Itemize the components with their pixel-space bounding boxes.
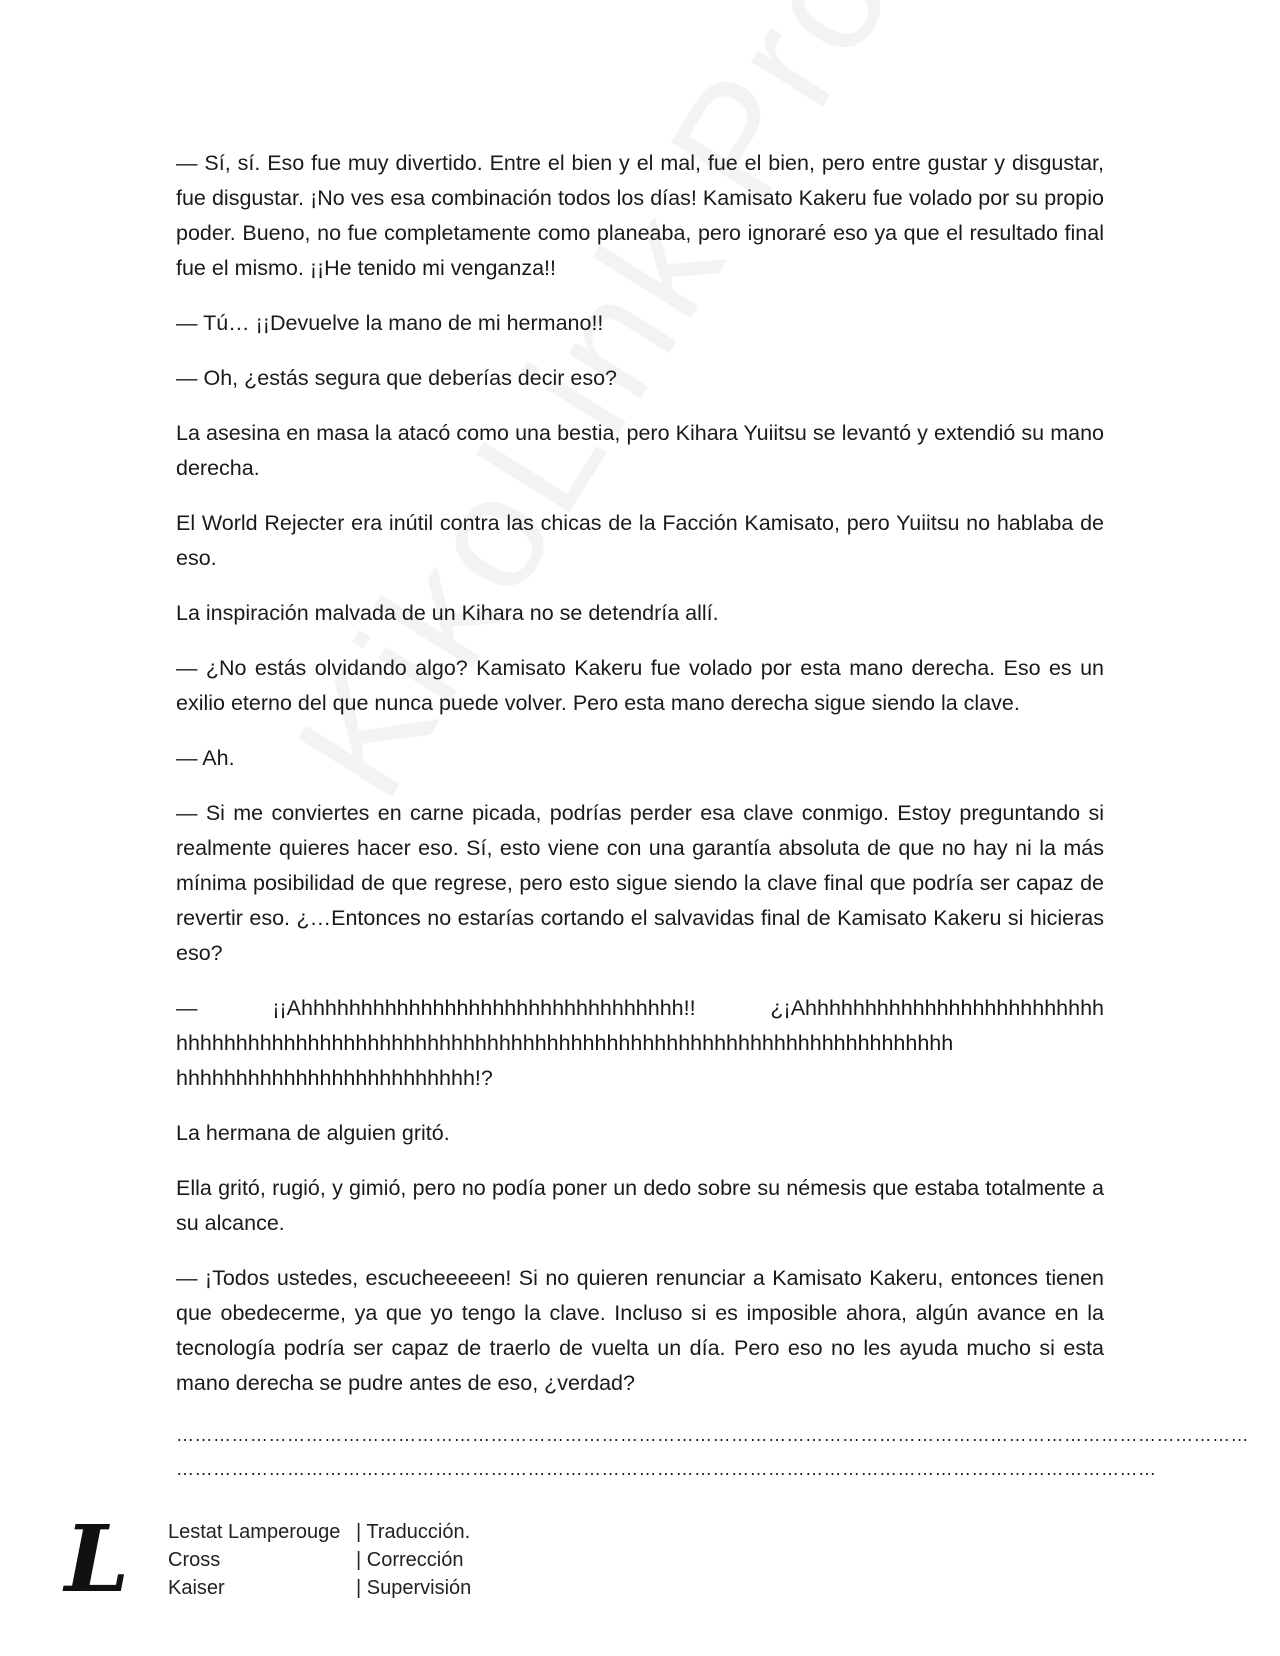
paragraph-4: La asesina en masa la atacó como una bestia, pero Kihara Yuiitsu se levantó y extendió su mano derecha.	[176, 421, 1104, 480]
credit-row	[168, 1518, 471, 1546]
paragraph-12: Ella gritó, rugió, y gimió, pero no podía poner un dedo sobre su némesis que estaba totalmente a su alcance.	[176, 1176, 1104, 1235]
paragraph-13: — ¡Todos ustedes, escucheeeeen! Si no quieren renunciar a Kamisato Kakeru, entonces tienen que obedecerme, ya que yo tengo la clave. Incluso si es imposible ahora, algún avance en la tecnología podría ser capaz de traerlo de vuelta un día. Pero eso no les ayuda mucho si esta mano derecha se pudre antes de eso, ¿verdad?	[176, 1266, 1104, 1395]
dotted-separator-2: ……………………………………………………………………………………………………………………………………………	[176, 1459, 1157, 1479]
document-body	[176, 146, 1249, 1483]
paragraph-3: — Oh, ¿estás segura que deberías decir eso?	[176, 366, 617, 390]
credit-row	[168, 1574, 471, 1602]
paragraph-2: — Tú… ¡¡Devuelve la mano de mi hermano!!	[176, 311, 604, 335]
credit-name: Lestat Lamperouge	[168, 1521, 341, 1543]
paragraph-8: — Ah.	[176, 746, 235, 770]
paragraph-1: — Sí, sí. Eso fue muy divertido. Entre el bien y el mal, fue el bien, pero entre gustar y disgustar, fue disgustar. ¡No ves esa combinación todos los días! Kamisato Kakeru fue volado por su propio poder. Bueno, no fue completamente como planeaba, pero ignoraré eso ya que el resultado final fue el mismo. ¡¡He tenido mi venganza!!	[176, 151, 1104, 280]
paragraph-9: — Si me conviertes en carne picada, podrías perder esa clave conmigo. Estoy preguntando si realmente quieres hacer eso. Sí, esto viene con una garantía absoluta de que no hay ni la más mínima posibilidad de que regrese, pero esto sigue siendo la clave final que podría ser capaz de revertir eso. ¿…Entonces no estarías cortando el salvavidas final de Kamisato Kakeru si hicieras eso?	[176, 801, 1104, 965]
dotted-separator-1: …………………………………………………………………………………………………………………………………………………………	[176, 1425, 1249, 1445]
credit-role: | Traducción.	[356, 1521, 471, 1543]
credit-role: | Corrección	[356, 1549, 464, 1571]
paragraph-5: El World Rejecter era inútil contra las chicas de la Facción Kamisato, pero Yuiitsu no hablaba de eso.	[176, 511, 1104, 570]
gothic-l-logo: L	[64, 1505, 130, 1613]
credits-list	[168, 1518, 471, 1602]
paragraph-6: La inspiración malvada de un Kihara no se detendría allí.	[176, 601, 719, 625]
credit-name: Cross	[168, 1549, 221, 1571]
paragraph-7: — ¿No estás olvidando algo? Kamisato Kakeru fue volado por esta mano derecha. Eso es un exilio eterno del que nunca puede volver. Pero esta mano derecha sigue siendo la clave.	[176, 656, 1104, 715]
credit-name: Kaiser	[168, 1577, 225, 1599]
credit-row	[168, 1546, 471, 1574]
credits-footer	[62, 1505, 662, 1618]
credit-role: | Supervisión	[356, 1577, 472, 1599]
paragraph-11: La hermana de alguien gritó.	[176, 1121, 450, 1145]
paragraph-10: — ¡¡Ahhhhhhhhhhhhhhhhhhhhhhhhhhhhhhhh!! ¿¡Ahhhhhhhhhhhhhhhhhhhhhhhhh hhhhhhhhhhhhhhhhhhhhhhhhhhhhhhhhhhhhhhhhhhhhhhhhhhhhhhhhhhhhhhhhh hhhhhhhhhhhhhhhhhhhhhhhhh!?	[176, 996, 1104, 1090]
